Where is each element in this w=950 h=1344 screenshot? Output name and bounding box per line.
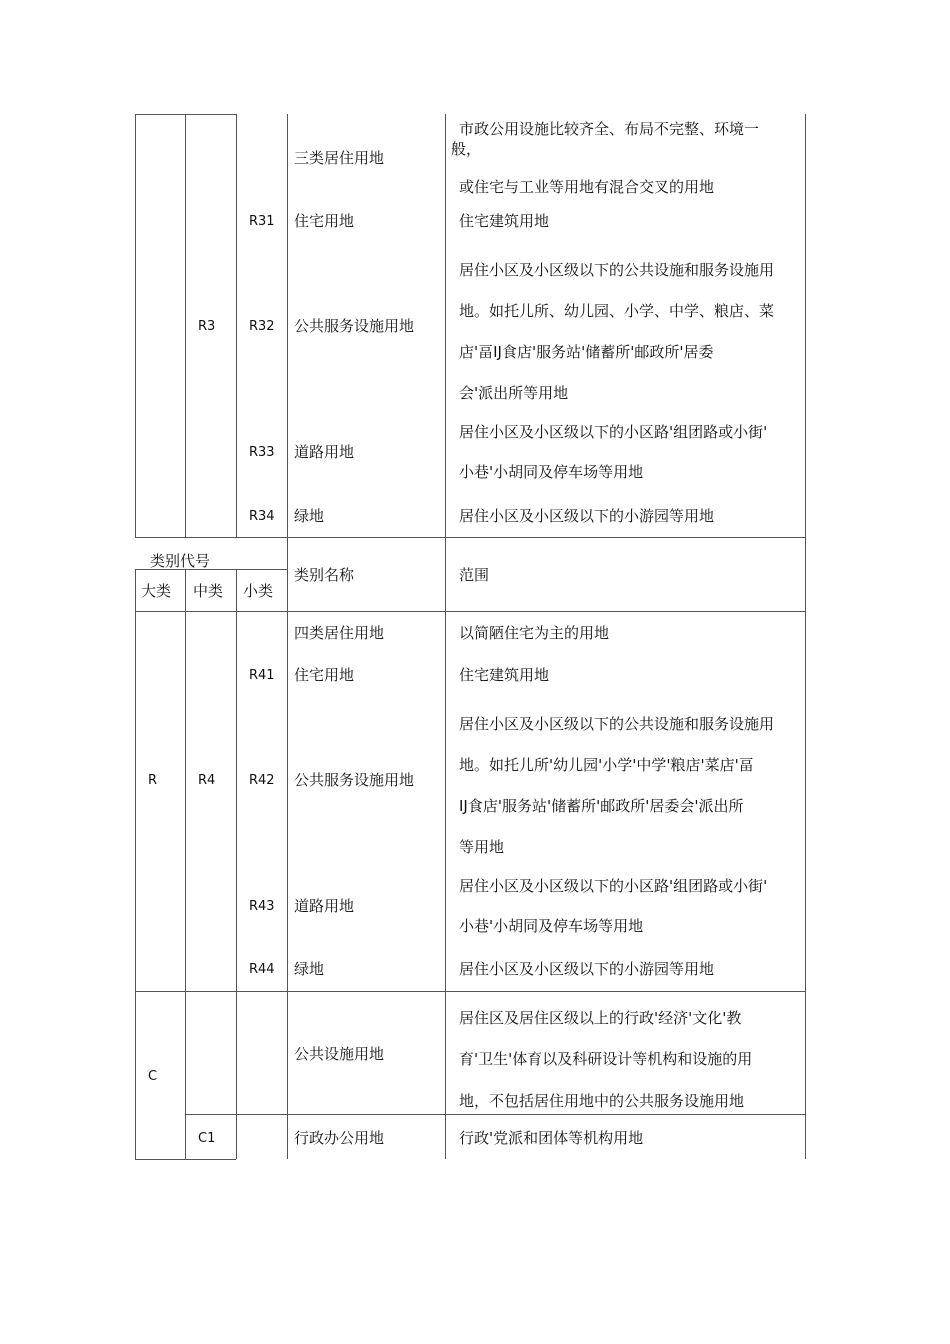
scope-cell: 居住区及居住区级以上的行政'经济'文化'教: [459, 1009, 742, 1027]
minor-code-cell: R41: [249, 668, 275, 683]
minor-code-cell: R42: [249, 773, 275, 788]
scope-cell: 般，: [451, 140, 482, 158]
grid-line: [135, 611, 806, 612]
grid-line: [445, 114, 446, 537]
grid-line: [445, 537, 446, 611]
minor-code-cell: R44: [249, 962, 275, 977]
category-name-cell: 行政办公用地: [294, 1129, 385, 1147]
category-name-cell: 绿地: [294, 507, 325, 525]
scope-cell: 居住小区及小区级以下的小游园等用地: [459, 960, 715, 978]
scope-cell: 住宅建筑用地: [459, 212, 550, 230]
scope-cell: 或住宅与工业等用地有混合交叉的用地: [459, 178, 715, 196]
scope-cell: 会'派出所等用地: [459, 384, 569, 402]
scope-cell: 居住小区及小区级以下的小区路'组团路或小街': [459, 877, 768, 895]
major-code-cell: R: [148, 773, 158, 788]
minor-code-cell: R32: [249, 319, 275, 334]
scope-cell: 居住小区及小区级以下的小区路'组团路或小街': [459, 423, 768, 441]
grid-line: [805, 537, 806, 611]
category-name-cell: 住宅用地: [294, 212, 355, 230]
scope-cell: 居住小区及小区级以下的小游园等用地: [459, 507, 715, 525]
scope-cell: 行政'党派和团体等机构用地: [459, 1129, 644, 1147]
medium-code-cell: R3: [198, 319, 216, 334]
minor-code-cell: R31: [249, 214, 275, 229]
category-name-cell: 公共服务设施用地: [294, 771, 415, 789]
grid-line: [135, 569, 136, 611]
grid-line: [236, 114, 237, 537]
grid-line: [135, 611, 136, 1159]
scope-cell: 地。如托儿所、幼儿园、小学、中学、粮店、菜: [459, 302, 775, 320]
minor-code-cell: R34: [249, 509, 275, 524]
scope-cell: 店'畐IJ食店'服务站'储蓄所'邮政所'居委: [459, 343, 714, 361]
grid-line: [805, 611, 806, 1159]
grid-line: [135, 114, 236, 115]
category-name-cell: 绿地: [294, 960, 325, 978]
grid-line: [236, 611, 237, 1159]
scope-cell: 居住小区及小区级以下的公共设施和服务设施用: [459, 261, 775, 279]
category-name-cell: 公共服务设施用地: [294, 317, 415, 335]
medium-code-cell: R4: [198, 773, 216, 788]
grid-line: [185, 114, 186, 537]
minor-code-cell: R33: [249, 445, 275, 460]
scope-cell: 以简陋住宅为主的用地: [459, 624, 610, 642]
medium-code-cell: C1: [198, 1131, 216, 1146]
scope-cell: 市政公用设施比较齐全、布局不完整、环境一: [459, 120, 760, 138]
scope-cell: 小巷'小胡同及停车场等用地: [459, 917, 644, 935]
header-minor: 小类: [243, 582, 274, 600]
grid-line: [135, 114, 136, 537]
category-name-cell: 公共设施用地: [294, 1045, 385, 1063]
grid-line: [236, 569, 237, 611]
grid-line: [445, 611, 446, 1159]
category-name-cell: 道路用地: [294, 443, 355, 461]
category-name-cell: 三类居住用地: [294, 149, 385, 167]
grid-line: [805, 114, 806, 537]
grid-line: [287, 611, 288, 1159]
grid-line: [135, 537, 806, 538]
scope-cell: 等用地: [459, 838, 505, 856]
header-medium: 中类: [193, 582, 224, 600]
header-scope: 范围: [459, 566, 490, 584]
grid-line: [185, 611, 186, 1159]
header-category-code: 类别代号: [150, 552, 211, 570]
scope-cell: IJ食店'服务站'储蓄所'邮政所'居委会'派出所: [459, 797, 744, 815]
grid-line: [287, 114, 288, 537]
scope-cell: 地。如托儿所'幼儿园'小学'中学'粮店'菜店'畐: [459, 756, 754, 774]
grid-line: [185, 569, 186, 611]
header-major: 大类: [141, 582, 172, 600]
header-name: 类别名称: [294, 566, 355, 584]
grid-line: [287, 537, 288, 611]
scope-cell: 住宅建筑用地: [459, 666, 550, 684]
scope-cell: 育'卫生'体育以及科研设计等机构和设施的用: [459, 1050, 753, 1068]
grid-line: [185, 1114, 806, 1115]
category-name-cell: 道路用地: [294, 897, 355, 915]
scope-cell: 地，不包括居住用地中的公共服务设施用地: [459, 1092, 745, 1110]
scope-cell: 小巷'小胡同及停车场等用地: [459, 463, 644, 481]
grid-line: [135, 991, 806, 992]
minor-code-cell: R43: [249, 899, 275, 914]
category-name-cell: 住宅用地: [294, 666, 355, 684]
major-code-cell: C: [148, 1069, 158, 1084]
scope-cell: 居住小区及小区级以下的公共设施和服务设施用: [459, 715, 775, 733]
grid-line: [135, 1159, 236, 1160]
category-name-cell: 四类居住用地: [294, 624, 385, 642]
